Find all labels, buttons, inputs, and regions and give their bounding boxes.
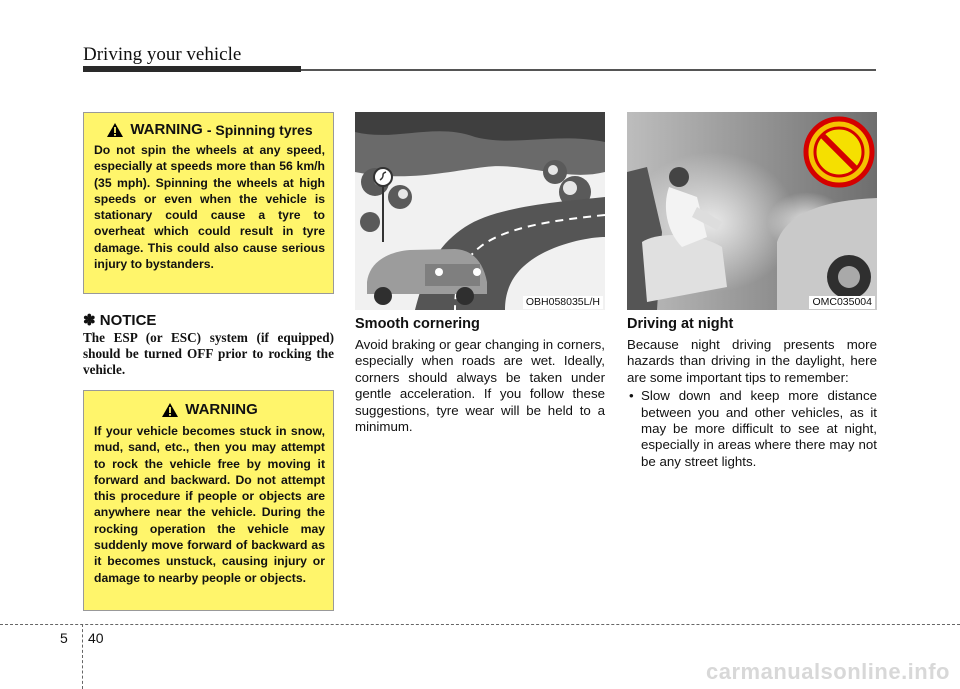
night-driving-illustration: [627, 112, 877, 310]
figure-night-driving: [627, 112, 877, 310]
warning-triangle-icon: [106, 122, 124, 138]
section-body-smooth-cornering: Avoid braking or gear changing in corners, especially when roads are wet. Ideally, corners should always be taken under gentle acceleration. If you follow these suggestions, tyre wear will be held to a minimum.: [355, 337, 605, 435]
snowy-road-illustration: [355, 112, 605, 310]
footer-divider: [82, 624, 83, 689]
figure-caption: OMC035004: [809, 296, 875, 309]
warning-subtitle: - Spinning tyres: [206, 121, 313, 138]
warning-title: WARNING: [130, 121, 203, 138]
warning-box-stuck-vehicle: [83, 390, 334, 611]
section-heading-driving-night: Driving at night: [627, 316, 734, 332]
warning-body: If your vehicle becomes stuck in snow, mud, sand, etc., then you may attempt to rock the vehicle free by moving it forward and backward. Do not attempt this procedure if people or objects are anywhere near the vehicle. During the rocking operation the vehicle may suddenly move forward of backward as it becomes unstuck, causing injury or damage to nearby people or objects.: [94, 424, 325, 585]
section-heading-smooth-cornering: Smooth cornering: [355, 316, 480, 332]
notice-title: ✽ NOTICE: [83, 312, 157, 329]
list-item: [627, 388, 877, 470]
warning-triangle-icon: [161, 402, 179, 418]
page-number: 40: [88, 630, 104, 646]
driving-night-intro: Because night driving presents more hazards than driving in the daylight, here are some important tips to remember:: [627, 337, 877, 385]
page-chapter-number: 5: [60, 630, 68, 646]
warning-title-row: [94, 401, 325, 418]
figure-snowy-road: [355, 112, 605, 310]
warning-box-spinning-tyres: [83, 112, 334, 294]
bullet-dot: •: [629, 388, 634, 404]
notice-body: The ESP (or ESC) system (if equipped) should be turned OFF prior to rocking the vehicle.: [83, 330, 334, 378]
warning-body: Do not spin the wheels at any speed, especially at speeds more than 56 km/h (35 mph). Spinning the wheels at high speeds or even when the vehicle is stationary could cause a tyre to overheat which could result in tyre damage. This could also cause serious injury to bystanders.: [94, 143, 325, 272]
driving-night-tips: [627, 388, 877, 470]
header-rule-thin: [301, 69, 876, 71]
footer-rule: [0, 624, 960, 625]
header-rule-thick: [83, 66, 301, 72]
warning-title: WARNING: [185, 401, 258, 418]
warning-title-row: [94, 121, 325, 138]
site-watermark: carmanualsonline.info: [706, 659, 950, 684]
section-body-driving-night: [627, 337, 877, 470]
figure-caption: OBH058035L/H: [523, 296, 603, 309]
page-header-title: Driving your vehicle: [83, 44, 242, 65]
tip-text: Slow down and keep more distance between you and other vehicles, as it may be more difficult to see at night, especially in areas where there may not be any street lights.: [641, 388, 877, 469]
